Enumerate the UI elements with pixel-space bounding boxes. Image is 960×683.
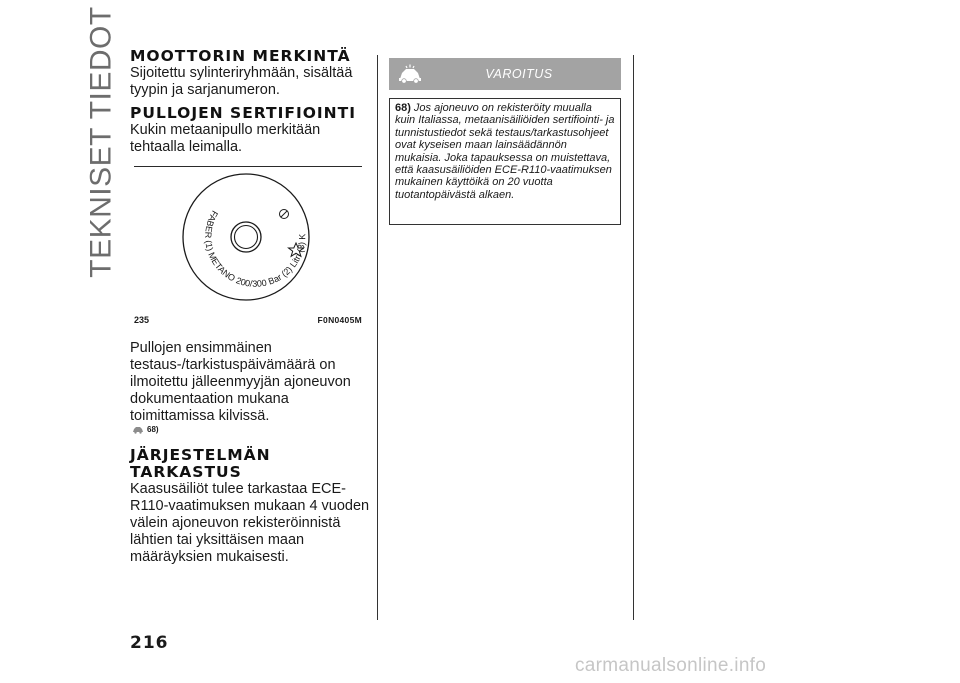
heading-cylinder-certification: PULLOJEN SERTIFIOINTI — [130, 104, 356, 122]
heading-system-inspection: JÄRJESTELMÄN TARKASTUS — [130, 446, 271, 481]
heading-engine-marking: MOOTTORIN MERKINTÄ — [130, 47, 351, 65]
cylinder-stamp-figure — [134, 166, 362, 325]
chapter-title-text: TEKNISET TIEDOT — [85, 6, 118, 278]
warning-text: Jos ajoneuvo on rekisteröity muualla kuin Italiassa, metaanisäiliöiden sertifiointi- ja tunnistustiedot sekä testaus/tarkastusohjeet ovat kyseisen maan lainsäädännön mukaisia. Joka tapauksessa on muistettava, että kaasusäiliöiden ECE-R110-vaatimuksen mukainen käyttöikä on 20 vuotta tuotantopäivästä alkaen. — [395, 102, 615, 201]
cylinder-stamp-illustration — [134, 167, 362, 325]
chapter-side-title — [82, 6, 122, 278]
engine-marking-text: Sijoitettu sylinteriryhmään, sisältää tyypin ja sarjanumeron. — [130, 65, 353, 98]
column-divider-left — [377, 55, 378, 620]
stamp-text: FABER (1) METANO 200/300 Bar (2) Litri (3) K — [203, 208, 308, 289]
warning-car-icon — [397, 63, 423, 85]
warning-header — [389, 58, 621, 90]
warning-car-icon — [132, 424, 144, 434]
test-date-text: Pullojen ensimmäinen testaus-/tarkistuspäivämäärä on ilmoitettu jälleenmyyjän ajoneuvon dokumentaation mukana toimittamissa kilvissä. — [130, 340, 351, 424]
warning-reference-number: 68) — [147, 424, 159, 434]
warning-number: 68) — [395, 102, 411, 114]
warning-box — [389, 98, 621, 225]
cylinder-certification-text: Kukin metaanipullo merkitään tehtaalla leimalla. — [130, 122, 321, 155]
figure-number: 235 — [134, 315, 150, 325]
valve-inner-ring — [235, 226, 258, 249]
left-column — [130, 48, 365, 156]
inspection-section — [130, 447, 370, 566]
figure-code: F0N0405M — [317, 315, 362, 325]
warning-reference — [132, 424, 159, 434]
page-number: 216 — [130, 633, 169, 653]
column-divider-right — [633, 55, 634, 620]
watermark: carmanualsonline.info — [575, 655, 767, 676]
warning-title: VAROITUS — [485, 67, 553, 81]
system-inspection-text: Kaasusäiliöt tulee tarkastaa ECE-R110-vaatimuksen mukaan 4 vuoden välein ajoneuvon rekisteröinnistä lähtien tai yksittäisen maan määräyksien mukaisesti. — [130, 481, 370, 565]
